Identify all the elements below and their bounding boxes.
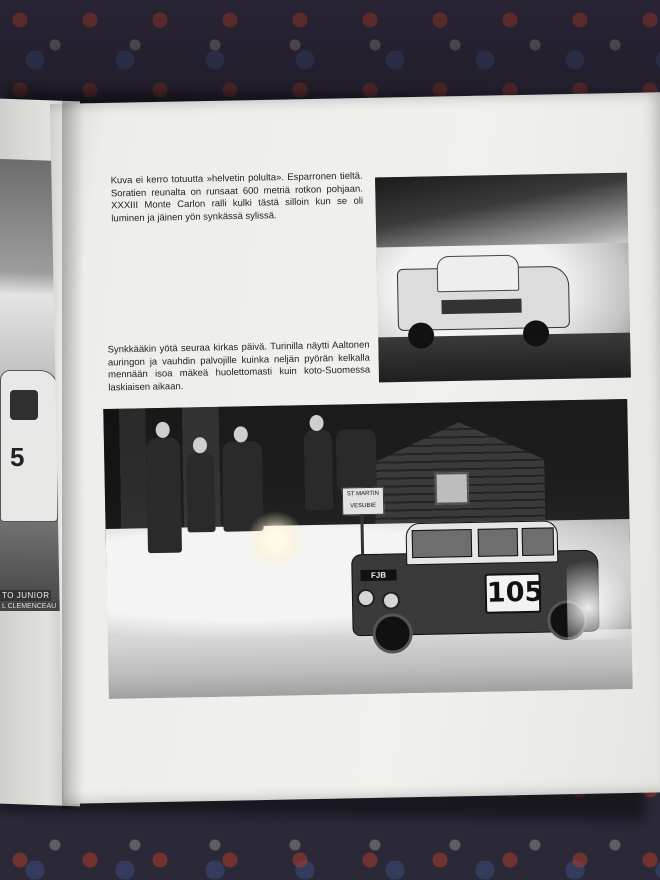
mini-cooper-side-window [478, 528, 519, 557]
left-photo-car-window [10, 390, 38, 420]
spectator [336, 429, 377, 490]
spectator [186, 452, 216, 533]
book-gutter [62, 100, 84, 810]
mini-cooper-side-window [522, 527, 555, 556]
road-sign: ST MARTIN VESUBIE [342, 487, 385, 516]
caption-top: Kuva ei kerro totuutta »helvetin polulta». Esparronen tieltä. Soratien reunalta on runsaat 600 metriä rotkon pohjaan. XXXIII Monte Carlon ralli kulki tästä silloin kun se oli luminen ja jäinen yön synkässä sylissä. [110, 170, 364, 224]
spectator [304, 430, 334, 511]
left-photo-banner-text: TO JUNIOR [2, 591, 50, 600]
rally-car-window [441, 299, 521, 315]
caption-middle: Synkkääkin yötä seuraa kirkas päivä. Turinilla näytti Aaltonen auringon ja vauhdin palvojille kuinka neljän pyörän kelkalla mennään isoa mäkeä huolettomasti kuin koto-Suomessa laskiaisen aikaan. [107, 339, 371, 394]
cabin-window [435, 472, 470, 505]
rally-car-roof [437, 255, 520, 293]
left-photo-banner-text-2: L CLEMENCEAU [2, 603, 57, 610]
left-photo-car-number: 5 [10, 442, 25, 472]
mini-cooper-plate: FJB [360, 569, 396, 581]
mini-cooper-windscreen [412, 529, 473, 558]
photo-mini-rally [103, 399, 632, 699]
spectator [146, 438, 182, 554]
snowy-road [108, 629, 633, 699]
snow-spray [566, 559, 632, 640]
mini-cooper-race-number: 105 [484, 573, 541, 614]
photo-mountain-car [375, 173, 631, 383]
